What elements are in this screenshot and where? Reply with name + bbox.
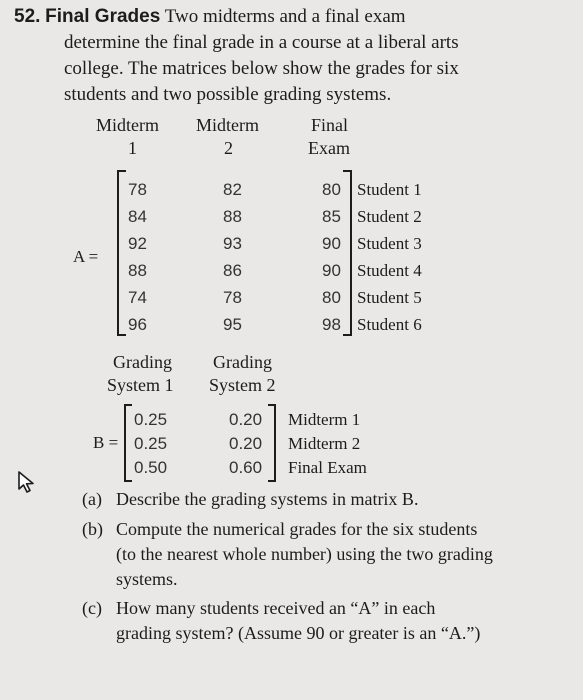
matrix-b-right-bracket xyxy=(268,404,276,482)
problem-title: Final Grades xyxy=(45,6,161,27)
matrix-b-header-col2-line2: System 2 xyxy=(209,375,276,395)
intro-line: students and two possible grading systems. xyxy=(64,84,392,105)
matrix-a-cell: 98 xyxy=(322,315,341,334)
question-tag: (c) xyxy=(82,598,102,618)
student-label: Student 2 xyxy=(357,207,422,226)
student-label: Student 6 xyxy=(357,315,422,334)
student-label: Student 1 xyxy=(357,180,422,199)
matrix-a-cell: 93 xyxy=(223,234,242,253)
matrix-a-cell: 80 xyxy=(322,288,341,307)
question-line: grading system? (Assume 90 or greater is an “A.”) xyxy=(116,623,481,643)
matrix-a-header-col2-line2: 2 xyxy=(224,138,233,158)
intro-line: Two midterms and a final exam xyxy=(164,6,406,27)
matrix-a-cell: 95 xyxy=(223,315,242,334)
matrix-b-cell: 0.20 xyxy=(229,434,263,453)
matrix-b-header-col2-line1: Grading xyxy=(213,352,272,372)
student-label: Student 3 xyxy=(357,234,422,253)
problem-number: 52. xyxy=(14,6,41,27)
matrix-b-cell: 0.50 xyxy=(134,458,168,477)
matrix-b-cell: 0.25 xyxy=(134,410,168,429)
matrix-b-label: B = xyxy=(93,433,119,452)
matrix-a-cell: 88 xyxy=(128,261,147,280)
student-label: Student 4 xyxy=(357,261,422,280)
matrix-a-label: A = xyxy=(73,247,99,266)
problem-statement xyxy=(14,4,534,108)
weight-label: Midterm 2 xyxy=(288,434,361,453)
intro-line: college. The matrices below show the grades for six xyxy=(64,58,459,79)
matrix-a-header-col3-line1: Final xyxy=(311,115,349,135)
matrix-a-cell: 85 xyxy=(322,207,341,226)
question-line: Compute the numerical grades for the six students xyxy=(116,519,478,539)
matrix-a-cell: 92 xyxy=(128,234,147,253)
question-line: (to the nearest whole number) using the two grading xyxy=(116,544,493,564)
matrix-a-cell: 96 xyxy=(128,315,147,334)
matrix-b-cell: 0.20 xyxy=(229,410,263,429)
matrix-b-cell: 0.60 xyxy=(229,458,263,477)
matrix-a-cell: 90 xyxy=(322,234,341,253)
matrix-a-cell: 84 xyxy=(128,207,147,226)
question-line: Describe the grading systems in matrix B. xyxy=(116,489,419,509)
matrix-b-header-col1-line2: System 1 xyxy=(107,375,174,395)
question-a xyxy=(82,487,532,512)
matrix-a-cell: 82 xyxy=(223,180,242,199)
matrix-b-header-col1-line1: Grading xyxy=(113,352,172,372)
intro-line: determine the final grade in a course at a liberal arts xyxy=(64,32,459,53)
matrix-a-cell: 78 xyxy=(128,180,147,199)
mouse-pointer-icon xyxy=(16,470,38,499)
matrix-b-left-bracket xyxy=(124,404,132,482)
matrix-a-cell: 74 xyxy=(128,288,147,307)
matrix-a-cell: 90 xyxy=(322,261,341,280)
matrix-a-header-col1-line1: Midterm xyxy=(96,115,159,135)
matrix-a-header-col2-line1: Midterm xyxy=(196,115,259,135)
matrix-a-right-bracket xyxy=(343,170,352,336)
question-line: systems. xyxy=(116,569,178,589)
question-tag: (a) xyxy=(82,489,102,509)
matrix-a-cell: 80 xyxy=(322,180,341,199)
matrix-a-cell: 78 xyxy=(223,288,242,307)
matrix-a-header-col3-line2: Exam xyxy=(308,138,350,158)
matrix-b-cell: 0.25 xyxy=(134,434,168,453)
matrix-a-cell: 88 xyxy=(223,207,242,226)
question-b xyxy=(82,517,532,592)
question-tag: (b) xyxy=(82,519,103,539)
matrix-a-cell: 86 xyxy=(223,261,242,280)
weight-label: Final Exam xyxy=(288,458,367,477)
matrix-a-header-col1-line2: 1 xyxy=(128,138,137,158)
student-label: Student 5 xyxy=(357,288,422,307)
weight-label: Midterm 1 xyxy=(288,410,361,429)
question-c xyxy=(82,596,532,646)
question-line: How many students received an “A” in each xyxy=(116,598,436,618)
matrix-a-left-bracket xyxy=(117,170,126,336)
